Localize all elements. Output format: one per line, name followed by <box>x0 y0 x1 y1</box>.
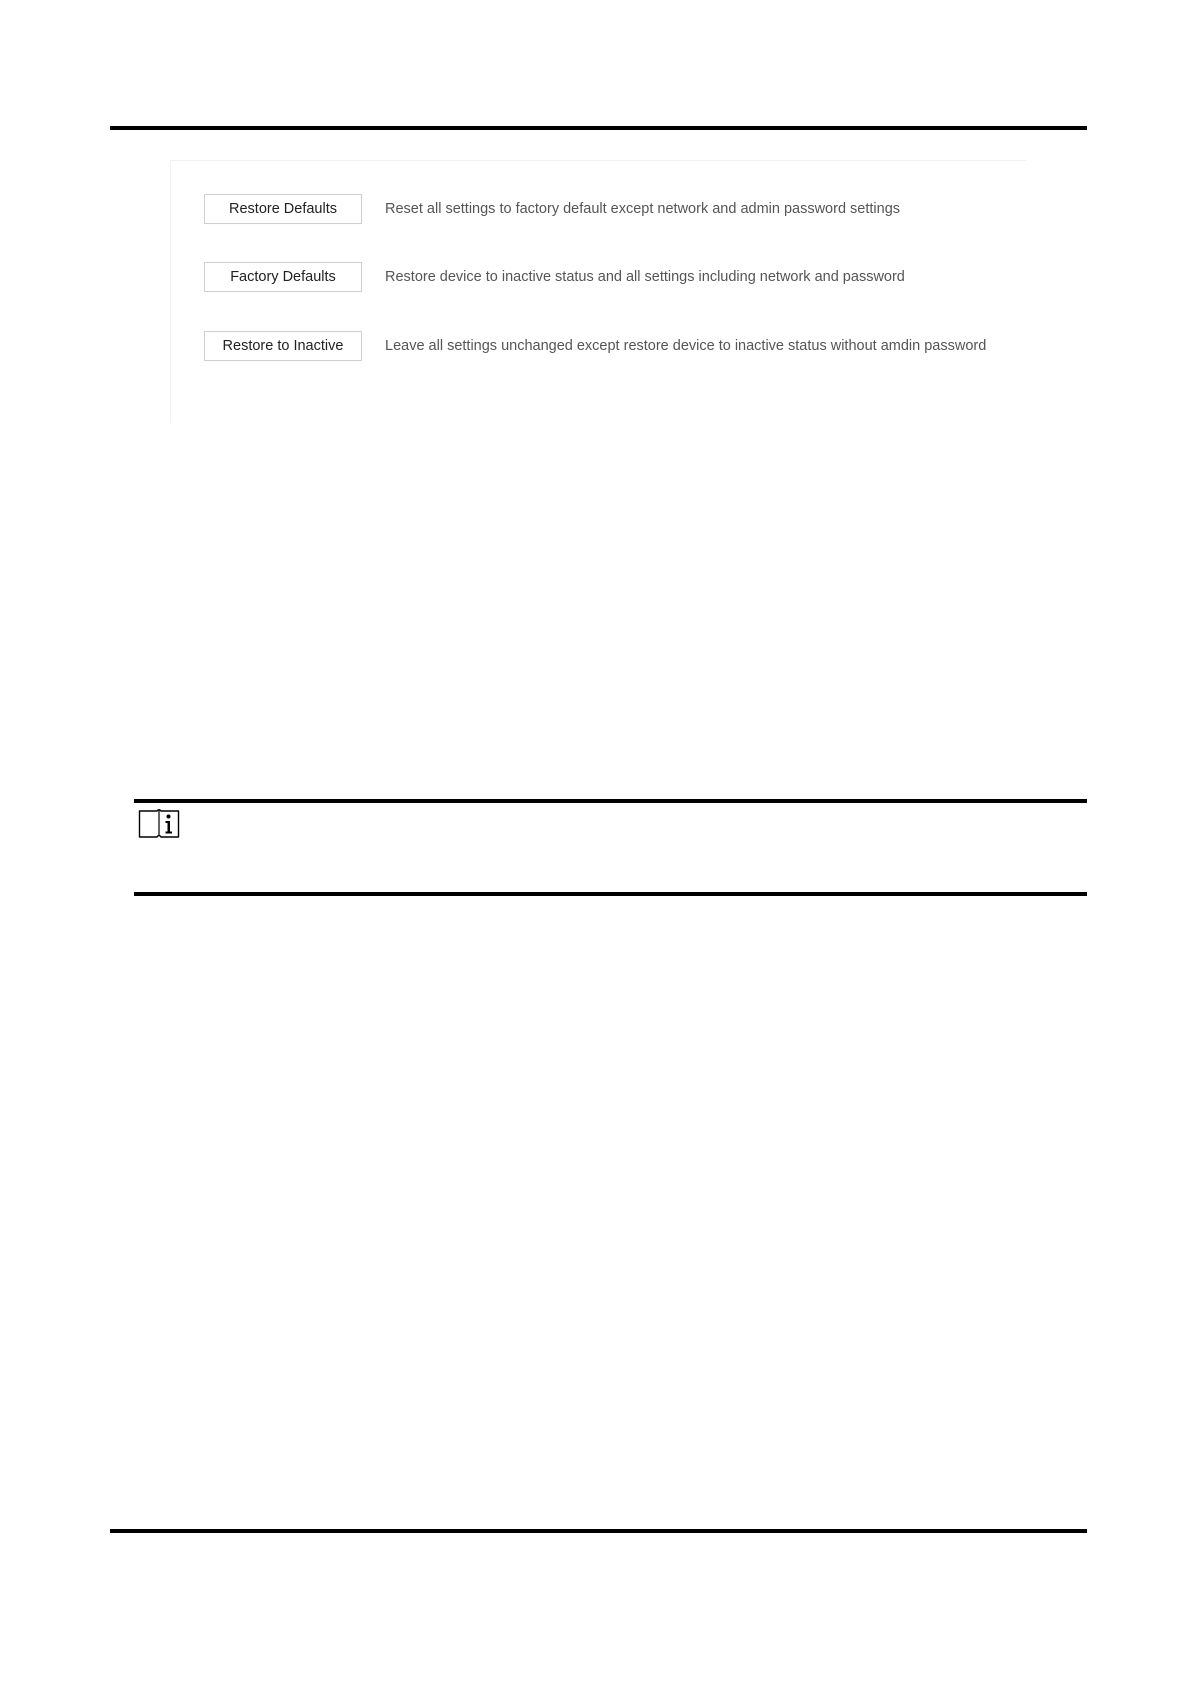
restore-to-inactive-row <box>204 330 986 362</box>
note-bottom-rule <box>134 892 1087 896</box>
footer-rule <box>110 1529 1087 1533</box>
restore-to-inactive-button[interactable]: Restore to Inactive <box>204 331 362 361</box>
reset-options-panel <box>170 160 1026 423</box>
restore-defaults-button[interactable]: Restore Defaults <box>204 194 362 224</box>
restore-defaults-description: Reset all settings to factory default except network and admin password settings <box>385 201 901 217</box>
factory-defaults-description: Restore device to inactive status and all settings including network and password <box>385 269 905 285</box>
factory-defaults-button[interactable]: Factory Defaults <box>204 262 362 292</box>
restore-defaults-row <box>204 193 900 225</box>
header-rule <box>110 126 1087 130</box>
note-book-info-icon <box>138 807 180 839</box>
factory-defaults-row <box>204 261 905 293</box>
note-top-rule <box>134 799 1087 803</box>
restore-to-inactive-description: Leave all settings unchanged except restore device to inactive status without amdin password <box>385 338 987 354</box>
